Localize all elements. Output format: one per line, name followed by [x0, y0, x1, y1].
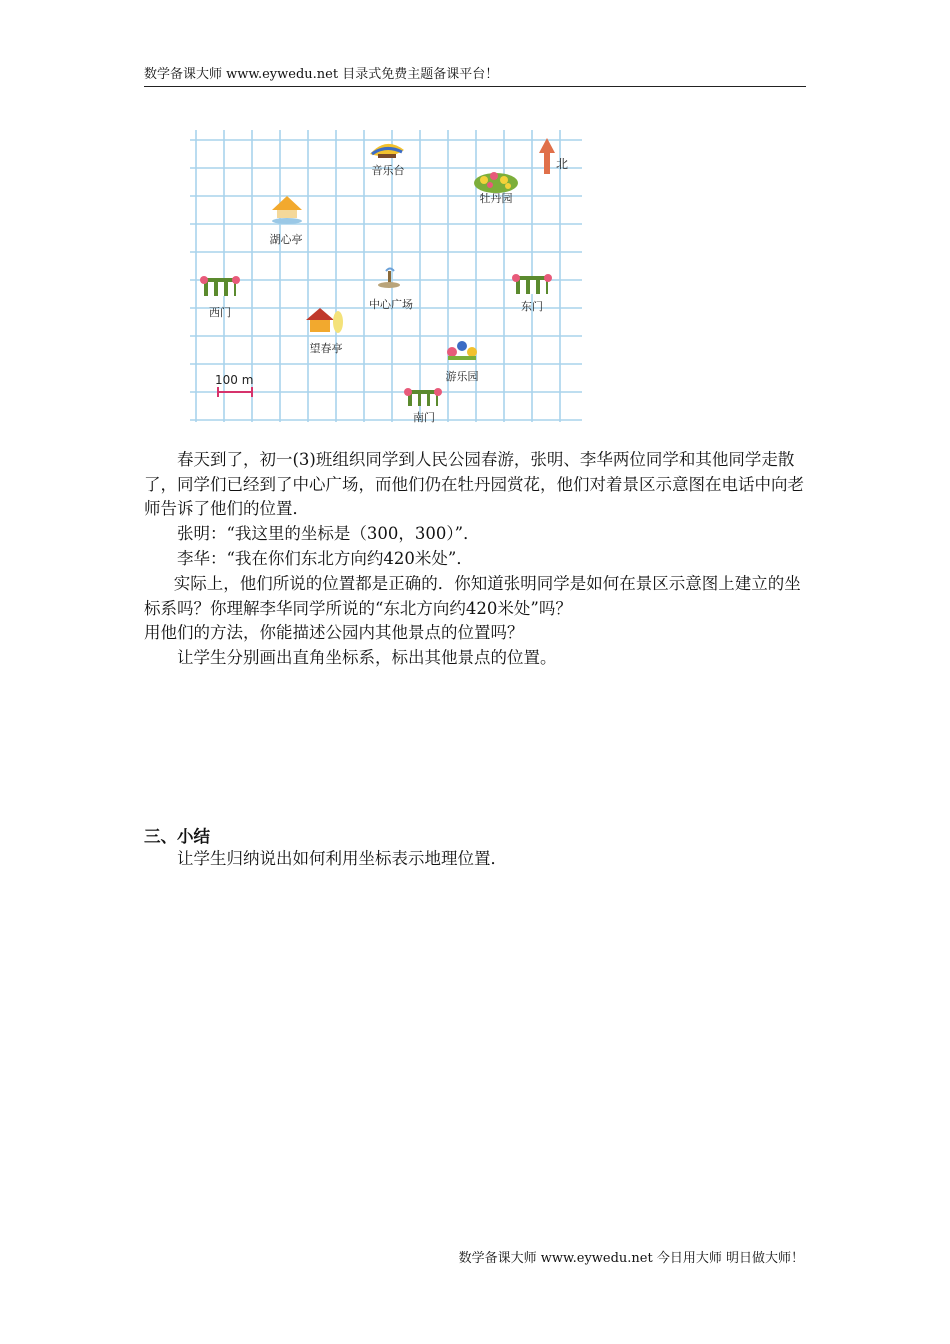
paragraph-story: 春天到了，初一(3)班组织同学到人民公园春游，张明、李华两位同学和其他同学走散了，同学们已经到了中心广场，而他们仍在牡丹园赏花，他们对着景区示意图在电话中向老师告诉了他们的位置．	[144, 450, 804, 518]
east-gate-icon	[512, 274, 552, 294]
place-peony-label: 牡丹园	[479, 192, 513, 205]
park-map	[190, 130, 582, 430]
place-west-label: 西门	[209, 306, 231, 319]
west-gate-icon	[200, 276, 240, 296]
place-lake-label: 湖心亭	[269, 233, 303, 246]
spring-pavilion-icon	[306, 308, 343, 333]
south-gate-icon	[404, 388, 442, 406]
music-stage-icon	[370, 144, 404, 158]
summary-heading: 三、小结	[144, 827, 210, 846]
place-music-label: 音乐台	[371, 164, 405, 177]
header-text: 数学备课大师 www.eywedu.net 目录式免费主题备课平台！	[144, 67, 499, 82]
paragraph-task: 让学生分别画出直角坐标系，标出其他景点的位置。	[177, 648, 557, 667]
paragraph-method: 用他们的方法，你能描述公园内其他景点的位置吗？	[144, 623, 524, 642]
peony-garden-icon	[474, 172, 518, 193]
place-east-label: 东门	[521, 300, 543, 313]
scale-bar	[218, 387, 252, 397]
paragraph-question: 实际上，他们所说的位置都是正确的．你知道张明同学是如何在景区示意图上建立的坐标系吗？你理解李华同学所说的“东北方向约420米处”吗？	[144, 574, 801, 618]
summary-text: 让学生归纳说出如何利用坐标表示地理位置．	[177, 849, 507, 868]
lake-pavilion-icon	[272, 196, 302, 224]
paragraph-lihua: 李华：“我在你们东北方向约420米处”．	[177, 549, 473, 568]
amusement-park-icon	[447, 341, 477, 360]
place-spring-label: 望春亭	[309, 342, 343, 355]
page-header	[144, 66, 806, 87]
paragraph-zhangming: 张明：“我这里的坐标是（300，300）”．	[177, 524, 480, 543]
central-plaza-icon	[378, 269, 400, 289]
place-south-label: 南门	[413, 411, 435, 424]
place-center-label: 中心广场	[369, 298, 413, 311]
place-amuse-label: 游乐园	[445, 370, 479, 383]
north-label: 北	[556, 157, 569, 171]
page-footer: 数学备课大师 www.eywedu.net 今日用大师 明日做大师！	[458, 1251, 804, 1266]
scale-label: 100 m	[215, 373, 254, 387]
